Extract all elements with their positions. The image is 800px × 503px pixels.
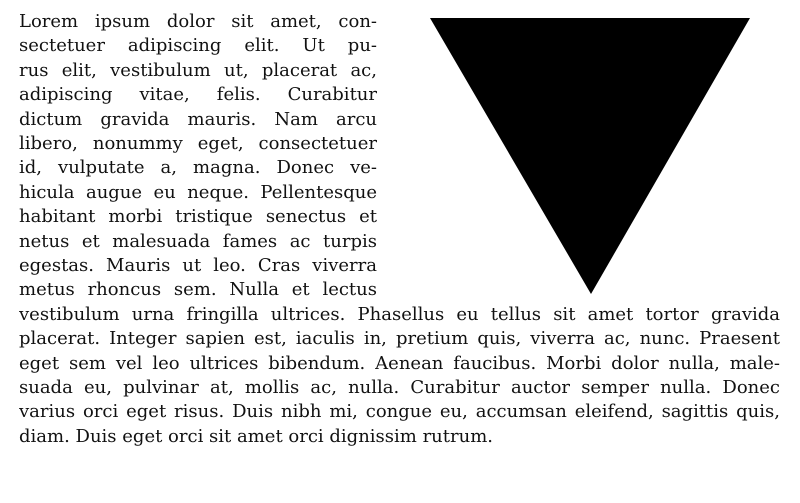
paragraph-line: vestibulum urna fringilla ultrices. Phasellus eu tellus sit amet tortor gravida <box>19 303 780 325</box>
paragraph-line: adipiscing vitae, felis. Curabitur <box>19 84 377 106</box>
paragraph-line: eget sem vel leo ultrices bibendum. Aenean faucibus. Morbi dolor nulla, male- <box>19 352 780 374</box>
paragraph-line: diam. Duis eget orci sit amet orci dignissim rutrum. <box>19 425 493 447</box>
paragraph-line: suada eu, pulvinar at, mollis ac, nulla. Curabitur auctor semper nulla. Donec <box>19 377 780 398</box>
paragraph-line: Lorem ipsum dolor sit amet, con- <box>19 11 377 32</box>
paragraph-line: dictum gravida mauris. Nam arcu <box>19 108 377 130</box>
paragraph-line: egestas. Mauris ut leo. Cras viverra <box>19 255 377 276</box>
paragraph-line: id, vulputate a, magna. Donec ve- <box>19 157 377 179</box>
inverted-triangle-figure <box>430 18 752 296</box>
paragraph-line: placerat. Integer sapien est, iaculis in, pretium quis, viverra ac, nunc. Praesent <box>19 328 780 350</box>
paragraph-line: rus elit, vestibulum ut, placerat ac, <box>19 59 377 81</box>
paragraph-line: netus et malesuada fames ac turpis <box>19 230 377 252</box>
triangle-shape <box>430 18 750 294</box>
paragraph-line: varius orci eget risus. Duis nibh mi, congue eu, accumsan eleifend, sagittis quis, <box>19 401 780 423</box>
paragraph-line: metus rhoncus sem. Nulla et lectus <box>19 279 377 301</box>
paragraph-line: libero, nonummy eget, consectetuer <box>19 133 377 154</box>
paragraph-line: sectetuer adipiscing elit. Ut pu- <box>19 35 377 57</box>
paragraph-line: hicula augue eu neque. Pellentesque <box>19 181 377 203</box>
paragraph-line: habitant morbi tristique senectus et <box>19 206 377 228</box>
